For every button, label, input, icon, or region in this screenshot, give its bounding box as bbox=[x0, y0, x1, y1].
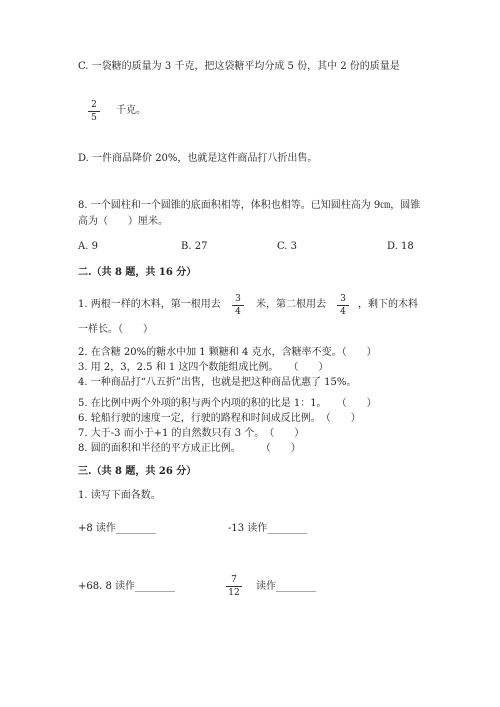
s2-q1-part2: 米，第二根用去 bbox=[256, 299, 326, 310]
question-8-line2: 高为（ ）厘米。 bbox=[78, 216, 168, 227]
fraction-bar bbox=[88, 111, 100, 112]
option-d-text: D. 一件商品降价 20%，也就是这件商品打八折出售。 bbox=[78, 153, 318, 164]
s2-q1-fraction-1 bbox=[232, 294, 244, 317]
fraction-denominator: 4 bbox=[340, 307, 346, 317]
fraction-bar bbox=[337, 305, 349, 306]
fraction-bar bbox=[226, 586, 242, 587]
s2-question-8: 8. 圆的面积和半径的平方成正比例。 （ ） bbox=[78, 443, 301, 454]
s3-read-item-d: 读作________ bbox=[256, 581, 316, 592]
s2-question-6: 6. 轮船行驶的速度一定，行驶的路程和时间成反比例。 （ ） bbox=[78, 413, 361, 424]
s2-question-7: 7. 大于-3 而小于+1 的自然数只有 3 个。 （ ） bbox=[78, 428, 305, 439]
fraction-denominator: 12 bbox=[228, 588, 240, 598]
s3-question-1: 1. 读写下面各数。 bbox=[78, 490, 161, 501]
fraction-denominator: 4 bbox=[235, 307, 241, 317]
question-8-option-a: A. 9 bbox=[78, 241, 98, 252]
s3-read-item-a: +8 读作________ bbox=[78, 523, 156, 534]
section-3-heading: 三.（共 8 题，共 26 分） bbox=[78, 466, 197, 477]
option-c-fraction bbox=[88, 100, 100, 123]
question-8-line1: 8. 一个圆柱和一个圆锥的底面积相等，体积也相等。已知圆柱高为 9㎝，圆锥 bbox=[78, 200, 421, 211]
fraction-numerator: 3 bbox=[235, 294, 241, 304]
question-8-option-d: D. 18 bbox=[387, 241, 414, 252]
s2-question-5: 5. 在比例中两个外项的积与两个内项的积的比是 1：1。 （ ） bbox=[78, 398, 377, 409]
fraction-numerator: 7 bbox=[231, 575, 237, 585]
s2-q1-line2: 一样长。（ ） bbox=[78, 324, 153, 335]
s2-question-4: 4. 一种商品打“八五折”出售，也就是把这种商品优惠了 15%。 bbox=[78, 377, 357, 388]
s2-question-3: 3. 用 2，3，2.5 和 1 这四个数能组成比例。 （ ） bbox=[78, 362, 329, 373]
question-8-option-c: C. 3 bbox=[277, 241, 298, 252]
section-2-heading: 二.（共 8 题，共 16 分） bbox=[78, 267, 197, 278]
s2-question-2: 2. 在含糖 20%的糖水中加 1 颗糖和 4 克水，含糖率不变。（ ） bbox=[78, 347, 377, 358]
fraction-numerator: 3 bbox=[340, 294, 346, 304]
s2-q1-part3: ，剩下的木料 bbox=[358, 299, 418, 310]
s2-q1-fraction-2 bbox=[337, 294, 349, 317]
question-8-option-b: B. 27 bbox=[181, 241, 208, 252]
s3-read-item-b: -13 读作________ bbox=[228, 523, 308, 534]
fraction-denominator: 5 bbox=[91, 113, 97, 123]
s3-read-item-c: +68. 8 读作________ bbox=[78, 581, 176, 592]
fraction-bar bbox=[232, 305, 244, 306]
s2-q1-part1: 1. 两根一样的木料，第一根用去 bbox=[78, 299, 221, 310]
s3-read-item-d-fraction bbox=[226, 575, 242, 598]
option-c-text: C. 一袋糖的质量为 3 千克，把这袋糖平均分成 5 份，其中 2 份的质量是 bbox=[78, 61, 400, 72]
option-c-unit: 千克。 bbox=[116, 105, 146, 116]
fraction-numerator: 2 bbox=[91, 100, 97, 110]
